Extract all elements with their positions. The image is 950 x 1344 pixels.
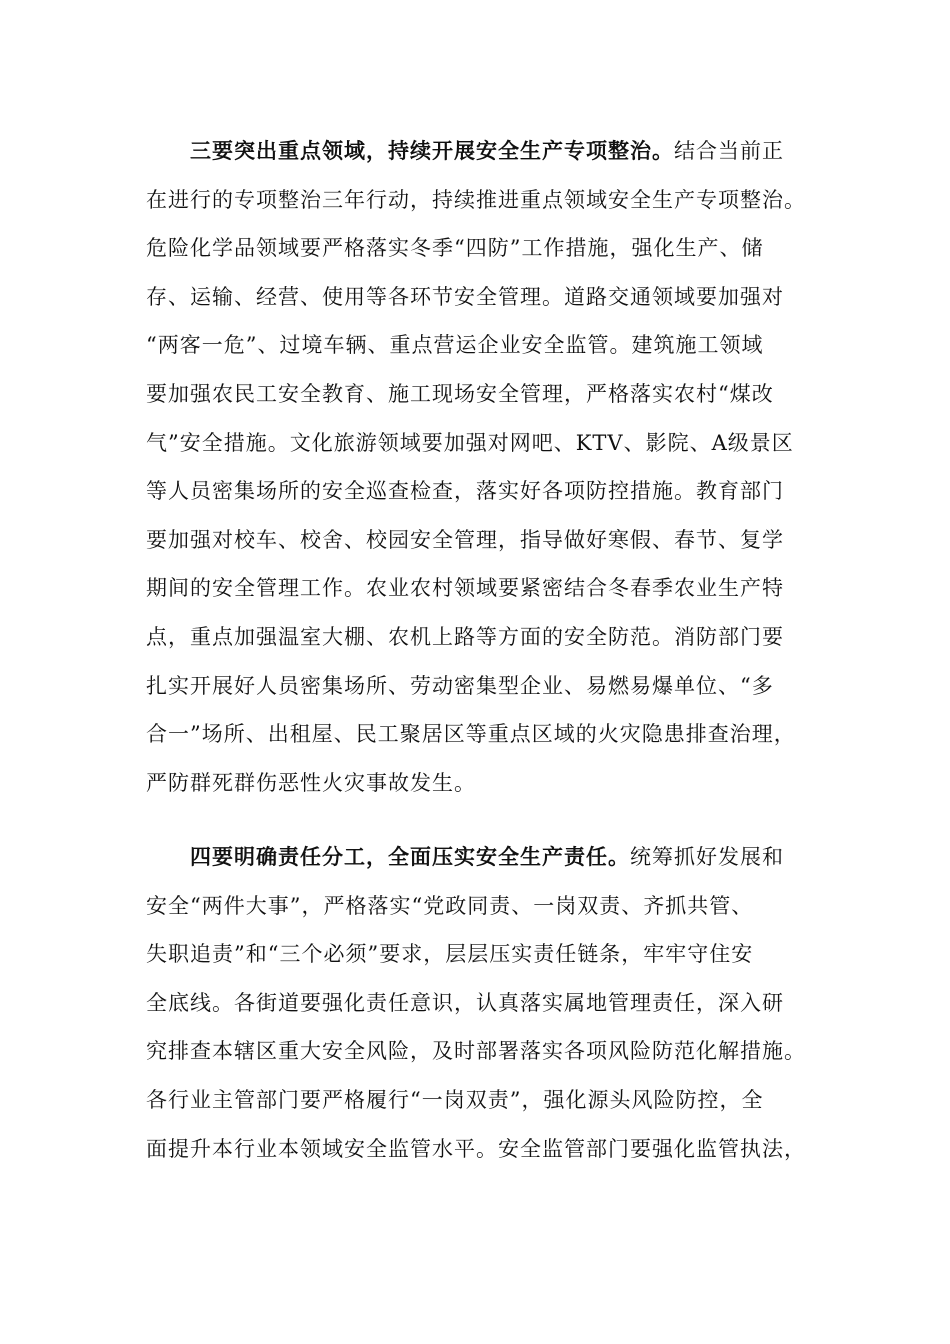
paragraph-line: 等人员密集场所的安全巡查检查，落实好各项防控措施。教育部门: [146, 479, 784, 504]
paragraph-heading: 三要突出重点领域，持续开展安全生产专项整治。: [190, 139, 674, 163]
paragraph-line: 在进行的专项整治三年行动，持续推进重点领域安全生产专项整治。: [146, 187, 806, 212]
paragraph-line: 扎实开展好人员密集场所、劳动密集型企业、易燃易爆单位、“多: [146, 673, 774, 698]
paragraph-heading: 四要明确责任分工，全面压实安全生产责任。: [190, 845, 630, 869]
paragraph-line: 失职追责”和“三个必须”要求，层层压实责任链条，牢牢守住安: [146, 942, 754, 967]
paragraph-line: [146, 833, 810, 882]
paragraph-4: [146, 833, 810, 1173]
paragraph-line: 全底线。各街道要强化责任意识，认真落实属地管理责任，深入研: [146, 990, 784, 1015]
paragraph-text: 结合当前正: [674, 139, 784, 163]
paragraph-line: [146, 127, 810, 176]
paragraph-line: 危险化学品领域要严格落实冬季“四防”工作措施，强化生产、储: [146, 236, 764, 261]
paragraph-text: 统筹抓好发展和: [630, 845, 784, 869]
paragraph-line: 各行业主管部门要严格履行“一岗双责”，强化源头风险防控，全: [146, 1087, 764, 1112]
paragraph-line: 存、运输、经营、使用等各环节安全管理。道路交通领域要加强对: [146, 284, 784, 309]
paragraph-line: 究排查本辖区重大安全风险，及时部署落实各项风险防范化解措施。: [146, 1039, 806, 1064]
paragraph-line: 合一”场所、出租屋、民工聚居区等重点区域的火灾隐患排查治理，: [146, 722, 796, 747]
paragraph-line: 点，重点加强温室大棚、农机上路等方面的安全防范。消防部门要: [146, 624, 784, 649]
paragraph-line: 气”安全措施。文化旅游领域要加强对网吧、KTV、影院、A级景区: [146, 430, 794, 455]
paragraph-line: 安全“两件大事”，严格落实“党政同责、一岗双责、齐抓共管、: [146, 893, 754, 918]
paragraph-line: 严防群死群伤恶性火灾事故发生。: [146, 770, 476, 795]
paragraph-3: [146, 127, 810, 807]
paragraph-line: 期间的安全管理工作。农业农村领域要紧密结合冬春季农业生产特: [146, 576, 784, 601]
paragraph-line: 面提升本行业本领域安全监管水平。安全监管部门要强化监管执法，: [146, 1136, 806, 1161]
paragraph-line: 要加强农民工安全教育、施工现场安全管理，严格落实农村“煤改: [146, 381, 774, 406]
paragraph-line: 要加强对校车、校舍、校园安全管理，指导做好寒假、春节、复学: [146, 527, 784, 552]
paragraph-line: “两客一危”、过境车辆、重点营运企业安全监管。建筑施工领域: [146, 333, 764, 358]
